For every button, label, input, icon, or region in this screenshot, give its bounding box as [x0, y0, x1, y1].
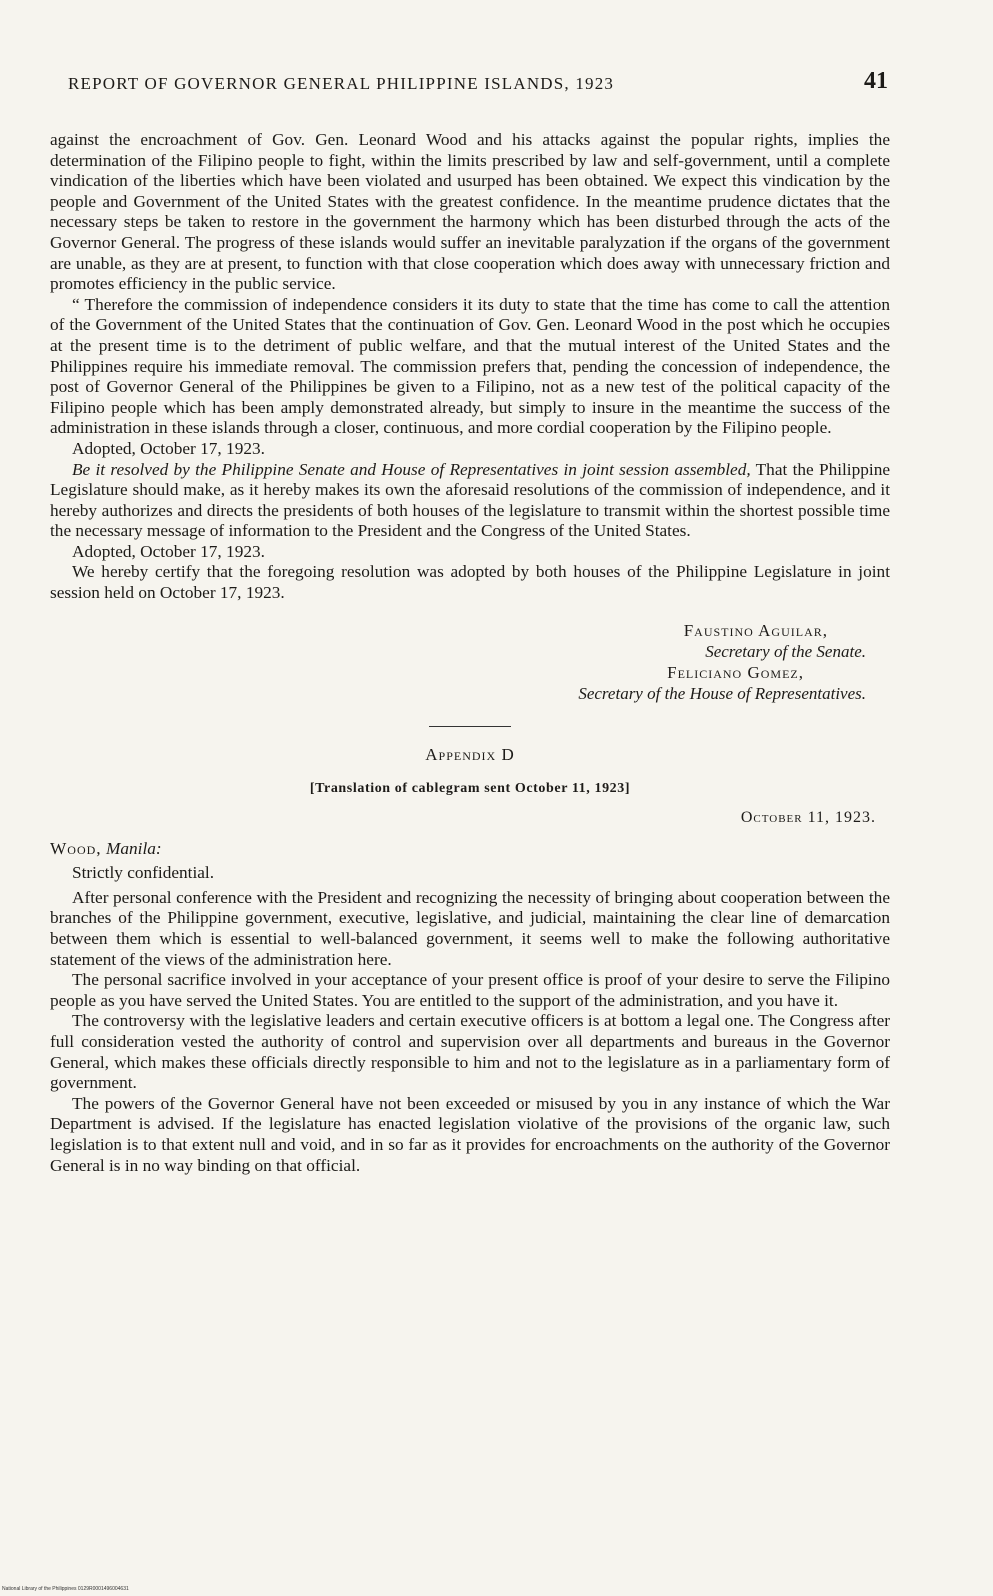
signer-title-2: Secretary of the House of Representatives.: [578, 683, 866, 703]
certify-paragraph: We hereby certify that the foregoing resolution was adopted by both houses of the Philippine Legislature in joint session held on October 17, 1923.: [50, 562, 890, 603]
signer-name-1: Faustino Aguilar,: [683, 620, 828, 640]
appendix-heading: Appendix D: [425, 744, 515, 764]
signature-block: [50, 620, 890, 704]
section-divider: [429, 726, 511, 727]
resolution-text: That the Philippine Legislature should make, as it hereby makes its own the aforesaid resolutions of the commission of independence, and it hereby authorizes and directs the presidents of both houses of the legislature to transmit within the shortest possible time the necessary message of information to the President and the Congress of the United States.: [50, 459, 891, 541]
appendix-paragraph-3: The personal sacrifice involved in your acceptance of your present office is proof of your desire to serve the Filipino people as you have served the United States. You are entitled to the support of the administration, and you have it.: [50, 970, 890, 1010]
addressee-line: [50, 839, 890, 860]
resolution-italic: Be it resolved by the Philippine Senate and House of Representatives in joint session assembled,: [72, 459, 751, 479]
addressee-name: Wood,: [50, 838, 102, 858]
paragraph-continued: against the encroachment of Gov. Gen. Leonard Wood and his attacks against the popular rights, implies the determination of the Filipino people to fight, within the limits prescribed by law and self-government, until a complete vindication of the liberties which have been violated and usurped has been obtained. We expect this vindication by the people and Government of the United States with the greatest confidence. In the meantime prudence dictates that the necessary steps be taken to restore in the government the harmony which has been disturbed through the acts of the Governor General. The progress of these islands would suffer an inevitable paralyzation if the organs of the government are unable, as they are at present, to function with that close cooperation which does away with unnecessary friction and promotes efficiency in the public service.: [50, 130, 890, 294]
adopted-line-2: Adopted, October 17, 1923.: [72, 541, 265, 561]
appendix-paragraph-2: After personal conference with the President and recognizing the necessity of bringing about cooperation between the branches of the Philippine government, executive, legislative, and judicial, maintaining the clear line of demarcation between them which is essential to well-balanced government, it seems well to make the following authoritative statement of the views of the administration here.: [50, 887, 890, 969]
appendix-subheading: [Translation of cablegram sent October 11, 1923]: [309, 780, 631, 796]
resolution-paragraph: [50, 460, 890, 542]
page-number: 41: [864, 68, 888, 94]
addressee-place: Manila:: [105, 838, 162, 858]
running-head: [68, 68, 888, 94]
header-title: REPORT OF GOVERNOR GENERAL PHILIPPINE ISLANDS, 1923: [68, 74, 615, 93]
appendix-paragraph-4: The controversy with the legislative leaders and certain executive officers is at bottom a legal one. The Congress after full consideration vested the authority of control and supervision over all departments and bureaus in the Governor General, which makes these officials directly responsible to him and not to the legislature as in a parliamentary form of government.: [50, 1011, 890, 1093]
adopted-line: Adopted, October 17, 1923.: [72, 438, 265, 458]
cablegram-date: October 11, 1923.: [740, 808, 876, 826]
signer-name-2: Feliciano Gomez,: [667, 662, 804, 682]
signer-title-1: Secretary of the Senate.: [705, 641, 866, 661]
footer-watermark: National Library of the Philippines 0129R0001496004631: [2, 1586, 129, 1592]
document-body: [50, 130, 890, 1176]
paragraph-therefore: “ Therefore the commission of independence considers it its duty to state that the time has come to call the attention of the Government of the United States that the continuation of Gov. Gen. Leonard Wood in the post which he occupies at the present time is to the detriment of public welfare, and that the mutual interest of the United States and the Philippines require his immediate removal. The commission prefers that, pending the concession of independence, the post of Governor General of the Philippines be given to a Filipino, not as a new test of the political capacity of the Filipino people which has been amply demonstrated already, but simply to insure in the meantime the success of the administration in these islands through a closer, continuous, and more cordial cooperation by the Filipino people.: [50, 294, 890, 438]
appendix-paragraph-1: Strictly confidential.: [72, 863, 215, 883]
appendix-paragraph-5: The powers of the Governor General have not been exceeded or misused by you in any instance of which the War Department is advised. If the legislature has enacted legislation violative of the provisions of the organic law, such legislation is to that extent null and void, and in so far as it provides for encroachments on the authority of the Governor General is in no way binding on that official.: [50, 1093, 890, 1175]
